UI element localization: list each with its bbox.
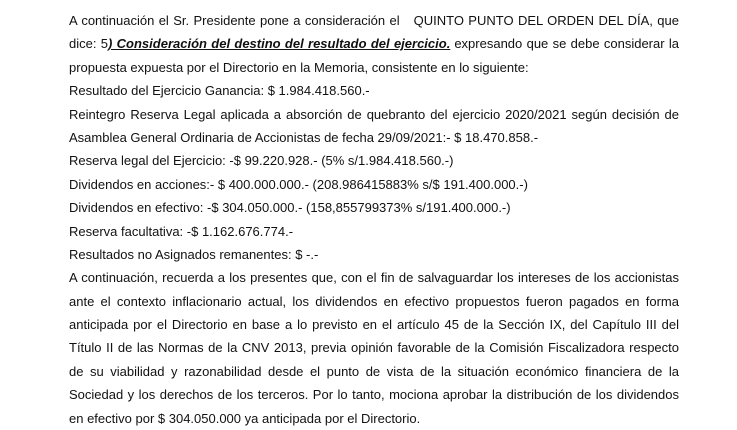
closing-line-6: Sociedad y los derechos de los terceros. Por lo tanto, mociona aprobar la distribución de los dividendos (69, 387, 679, 403)
intro-text-b: expresando que se debe considerar la (454, 36, 679, 52)
item-reserva-facultativa: Reserva facultativa: -$ 1.162.676.774.- (69, 223, 294, 239)
agenda-point: QUINTO PUNTO DEL ORDEN DEL DÍA, que (413, 13, 679, 28)
intro-line-1 (69, 9, 679, 32)
agenda-item-title: ) Consideración del destino del resultado del ejercicio. (108, 36, 451, 52)
closing-line-3: anticipada por el Directorio en base a lo previsto en el artículo 45 de la Sección IX, del Capítulo III del (69, 317, 679, 333)
item-dividendos-acciones: Dividendos en acciones:- $ 400.000.000.- (208.986415883% s/$ 191.400.000.-) (69, 176, 528, 192)
closing-line-1: A continuación, recuerda a los presentes que, con el fin de salvaguardar los intereses de los accionistas (69, 270, 679, 286)
item-reintegro-line-1: Reintegro Reserva Legal aplicada a absorción de quebranto del ejercicio 2020/2021 según decisión de (69, 106, 679, 122)
document-body (69, 9, 679, 430)
closing-line-7: en efectivo por $ 304.050.000 ya anticipada por el Directorio. (69, 410, 421, 426)
intro-text-dice: dice: 5 (69, 36, 109, 52)
intro-line-2 (69, 32, 679, 55)
item-dividendos-efectivo: Dividendos en efectivo: -$ 304.050.000.- (158,855799373% s/191.400.000.-) (69, 200, 511, 216)
item-resultado: Resultado del Ejercicio Ganancia: $ 1.984.418.560.- (69, 83, 370, 99)
item-reserva-legal: Reserva legal del Ejercicio: -$ 99.220.928.- (5% s/1.984.418.560.-) (69, 153, 454, 169)
intro-text-a: A continuación el Sr. Presidente pone a consideración el (69, 13, 400, 28)
intro-line-3: propuesta expuesta por el Directorio en la Memoria, consistente en lo siguiente: (69, 59, 529, 75)
item-no-asignados: Resultados no Asignados remanentes: $ -.- (69, 246, 319, 262)
closing-line-5: de su viabilidad y razonabilidad desde el punto de vista de la situación económico financiera de la (69, 363, 679, 379)
closing-line-2: ante el contexto inflacionario actual, los dividendos en efectivo propuestos fueron pagados en forma (69, 293, 679, 309)
closing-line-4: Título II de las Normas de la CNV 2013, previa opinión favorable de la Comisión Fiscalizadora respecto (69, 340, 679, 356)
item-reintegro-line-2: Asamblea General Ordinaria de Accionistas de fecha 29/09/2021:- $ 18.470.858.- (69, 129, 539, 145)
